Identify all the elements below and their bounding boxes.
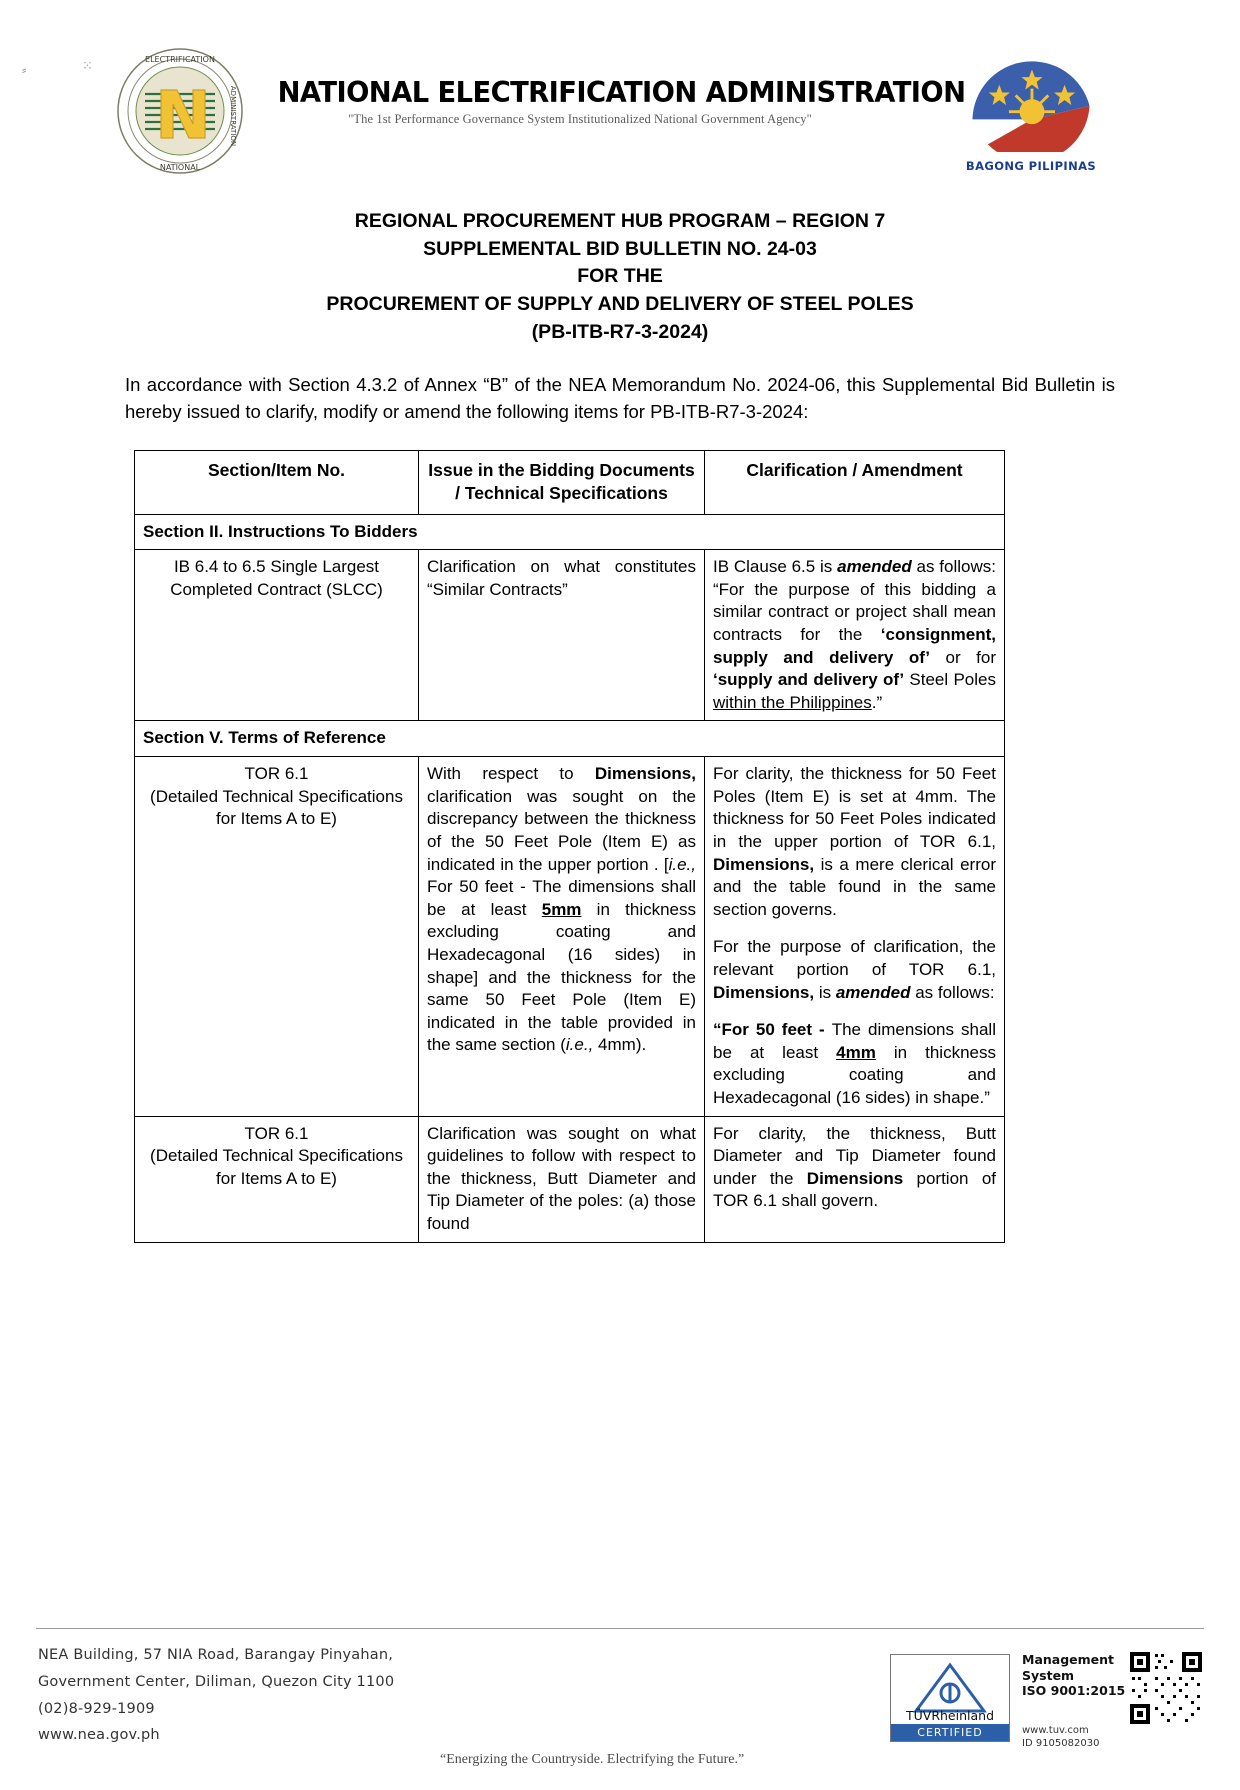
- row2-issue-c: clarification was sought on the discrepancy between the thickness of the 50 Feet Pole (Item E) as indicated in the upper portion . [: [427, 786, 696, 874]
- row2-clar-p1c: is a mere clerical error and the table found in the same section governs.: [713, 854, 996, 919]
- row2-clar-p2e: as follows:: [910, 982, 995, 1002]
- row1-clar-bold1: ‘consignment, supply and delivery of’: [713, 625, 996, 667]
- svg-text:ELECTRIFICATION: ELECTRIFICATION: [145, 55, 215, 64]
- row2-clar-para3: [713, 1019, 996, 1109]
- row2-item: [135, 757, 419, 1117]
- nea-seal-icon: [115, 46, 245, 176]
- row2-clar-para2: [713, 936, 996, 1004]
- document-title: [125, 208, 1115, 346]
- column-header-section-item: Section/Item No.: [135, 451, 419, 515]
- row3-clarification: [705, 1116, 1005, 1242]
- organization-title-block: [265, 76, 966, 127]
- section-v-label: Section V. Terms of Reference: [135, 721, 1005, 757]
- row2-item-line1: TOR 6.1: [244, 764, 309, 784]
- footer-phone: (02)8-929-1909: [38, 1700, 155, 1717]
- row3-clar-c: portion of TOR 6.1 shall govern.: [713, 1168, 996, 1211]
- row1-clar-tail: Steel Poles: [904, 670, 996, 690]
- row3-clar-b: Dimensions: [806, 1168, 904, 1188]
- intro-paragraph: In accordance with Section 4.3.2 of Annex “B” of the NEA Memorandum No. 2024-06, this Supplemental Bid Bulletin is hereby issued to clarify, modify or amend the following items for PB-ITB-R7-3-2024:: [125, 374, 1115, 423]
- row2-issue-e: in thickness excluding coating and Hexadecagonal (16 sides) in shape] and the thickness for the same 50 Feet Pole (Item E) indicated in the table provided in the same section (: [427, 899, 697, 1055]
- tuv-certified-banner: CERTIFIED: [891, 1724, 1009, 1741]
- footer-address-line2: Government Center, Diliman, Quezon City 1100: [38, 1673, 395, 1690]
- bagong-pilipinas-block: [941, 56, 1121, 173]
- footer-divider: [36, 1628, 1204, 1629]
- row2-clar-p3b: The dimensions shall be at least: [713, 1020, 996, 1062]
- footer-tagline: “Energizing the Countryside. Electrifying the Future.”: [440, 1752, 745, 1767]
- row3-item-line2: (Detailed Technical Specifications for Items A to E): [150, 1146, 403, 1188]
- title-line-3: FOR THE: [577, 265, 663, 288]
- document-footer: [0, 1628, 1240, 1790]
- row3-issue: Clarification was sought on what guidelines to follow with respect to the thickness, Butt Diameter and Tip Diameter of the poles: (a) those found: [419, 1116, 705, 1242]
- row2-clar-p2d: amended: [835, 982, 911, 1002]
- iso-line2: System: [1022, 1667, 1075, 1683]
- row1-issue: Clarification on what constitutes “Similar Contracts”: [419, 550, 705, 721]
- row3-clar-a: For clarity, the thickness, Butt Diameter and Tip Diameter found under the: [713, 1123, 996, 1188]
- title-line-1: REGIONAL PROCUREMENT HUB PROGRAM – REGION 7: [354, 210, 886, 232]
- svg-text:NATIONAL: NATIONAL: [159, 163, 201, 172]
- scan-artifact: ⸗: [22, 62, 27, 77]
- table-header-row: [135, 451, 1005, 515]
- row2-item-line2: (Detailed Technical Specifications for Items A to E): [150, 786, 403, 829]
- row2-clar-para1: [713, 763, 996, 921]
- amendments-table: [134, 450, 1005, 1243]
- row2-issue-d: For 50 feet - The dimensions shall be at least: [427, 877, 696, 919]
- row2-clar-p1a: For clarity, the thickness for 50 Feet Poles (Item E) is set at 4mm. The thickness for 50 Feet Poles indicated in the upper portion of TOR 6.1,: [713, 764, 996, 851]
- iso-standard: ISO 9001:2015: [1022, 1683, 1126, 1699]
- document-page: [0, 36, 1240, 1790]
- tuv-logo-box: [890, 1654, 1010, 1742]
- title-line-2: SUPPLEMENTAL BID BULLETIN NO. 24-03: [423, 237, 817, 260]
- tuv-name: TÜVRheinland: [905, 1708, 995, 1723]
- row2-issue-5mm: 5mm: [541, 899, 582, 919]
- row1-clar-end: .”: [871, 692, 883, 712]
- row2-issue: [419, 757, 705, 1117]
- table-row: [135, 550, 1005, 721]
- iso-id: ID 9105082030: [1022, 1738, 1100, 1749]
- column-header-issue: Issue in the Bidding Documents / Technical Specifications: [419, 451, 705, 515]
- row2-issue-ie1: i.e.,: [668, 854, 696, 874]
- qr-code-icon: [1128, 1650, 1204, 1726]
- row1-clar-mid: or for: [929, 647, 996, 667]
- bagong-pilipinas-logo: [941, 56, 1121, 157]
- title-line-4: PROCUREMENT OF SUPPLY AND DELIVERY OF STEEL POLES: [326, 293, 914, 316]
- row2-clarification: [705, 757, 1005, 1117]
- title-line-5: (PB-ITB-R7-3-2024): [531, 320, 709, 343]
- iso-label: [1022, 1652, 1125, 1699]
- row2-issue-a: With respect to: [427, 764, 595, 784]
- footer-address-line1: NEA Building, 57 NIA Road, Barangay Pinyahan,: [38, 1647, 394, 1663]
- document-header: [125, 36, 1115, 186]
- row1-clar-lead: IB Clause 6.5 is: [713, 557, 838, 577]
- section-heading-row-ii: [135, 514, 1005, 550]
- row2-clar-p3c: in thickness excluding coating and Hexadecagonal (16 sides) in shape.”: [713, 1042, 996, 1107]
- row3-item: [135, 1116, 419, 1242]
- tuv-certification-mark: [890, 1654, 1010, 1742]
- column-header-clarification: Clarification / Amendment: [705, 451, 1005, 515]
- row3-item-line1: TOR 6.1: [244, 1123, 309, 1143]
- scan-artifact: ⁙: [82, 58, 93, 73]
- row2-clar-p3a: “For 50 feet -: [713, 1020, 832, 1040]
- row2-clar-p2c: is: [814, 982, 836, 1002]
- bagong-pilipinas-label: BAGONG PILIPINAS: [965, 159, 1097, 173]
- section-heading-row-v: [135, 721, 1005, 757]
- table-row: [135, 1116, 1005, 1242]
- organization-name: NATIONAL ELECTRIFICATION ADMINISTRATION: [277, 76, 966, 109]
- row1-clar-rest: as follows: “For the purpose of this bidding a similar contract or project shall mean contracts for the: [713, 557, 996, 645]
- organization-tagline: "The 1st Performance Governance System Institutionalized National Government Agency": [348, 111, 812, 126]
- row1-item: IB 6.4 to 6.5 Single Largest Completed Contract (SLCC): [135, 550, 419, 721]
- row1-clar-amended: amended: [837, 557, 912, 577]
- row2-clar-4mm: 4mm: [836, 1042, 876, 1062]
- iso-url-block: [1022, 1724, 1099, 1750]
- row1-clarification: [705, 550, 1005, 721]
- svg-text:ADMINISTRATION: ADMINISTRATION: [229, 85, 237, 147]
- table-row: [135, 757, 1005, 1117]
- row2-issue-f: 4mm).: [593, 1035, 647, 1055]
- row2-clar-p2b: Dimensions,: [713, 982, 815, 1002]
- row2-clar-p1b: Dimensions,: [713, 854, 815, 874]
- footer-website[interactable]: www.nea.gov.ph: [38, 1727, 160, 1744]
- row2-issue-b: Dimensions,: [594, 764, 696, 784]
- section-ii-label: Section II. Instructions To Bidders: [135, 514, 1005, 550]
- footer-address: [38, 1642, 394, 1749]
- iso-url: www.tuv.com: [1022, 1725, 1089, 1736]
- row2-issue-ie2: i.e.,: [565, 1035, 594, 1055]
- row1-clar-underline: within the Philippines: [713, 692, 872, 712]
- iso-line1: Management: [1022, 1652, 1115, 1667]
- row1-clar-bold2: ‘supply and delivery of’: [713, 670, 905, 690]
- row2-clar-p2a: For the purpose of clarification, the relevant portion of TOR 6.1,: [713, 937, 996, 979]
